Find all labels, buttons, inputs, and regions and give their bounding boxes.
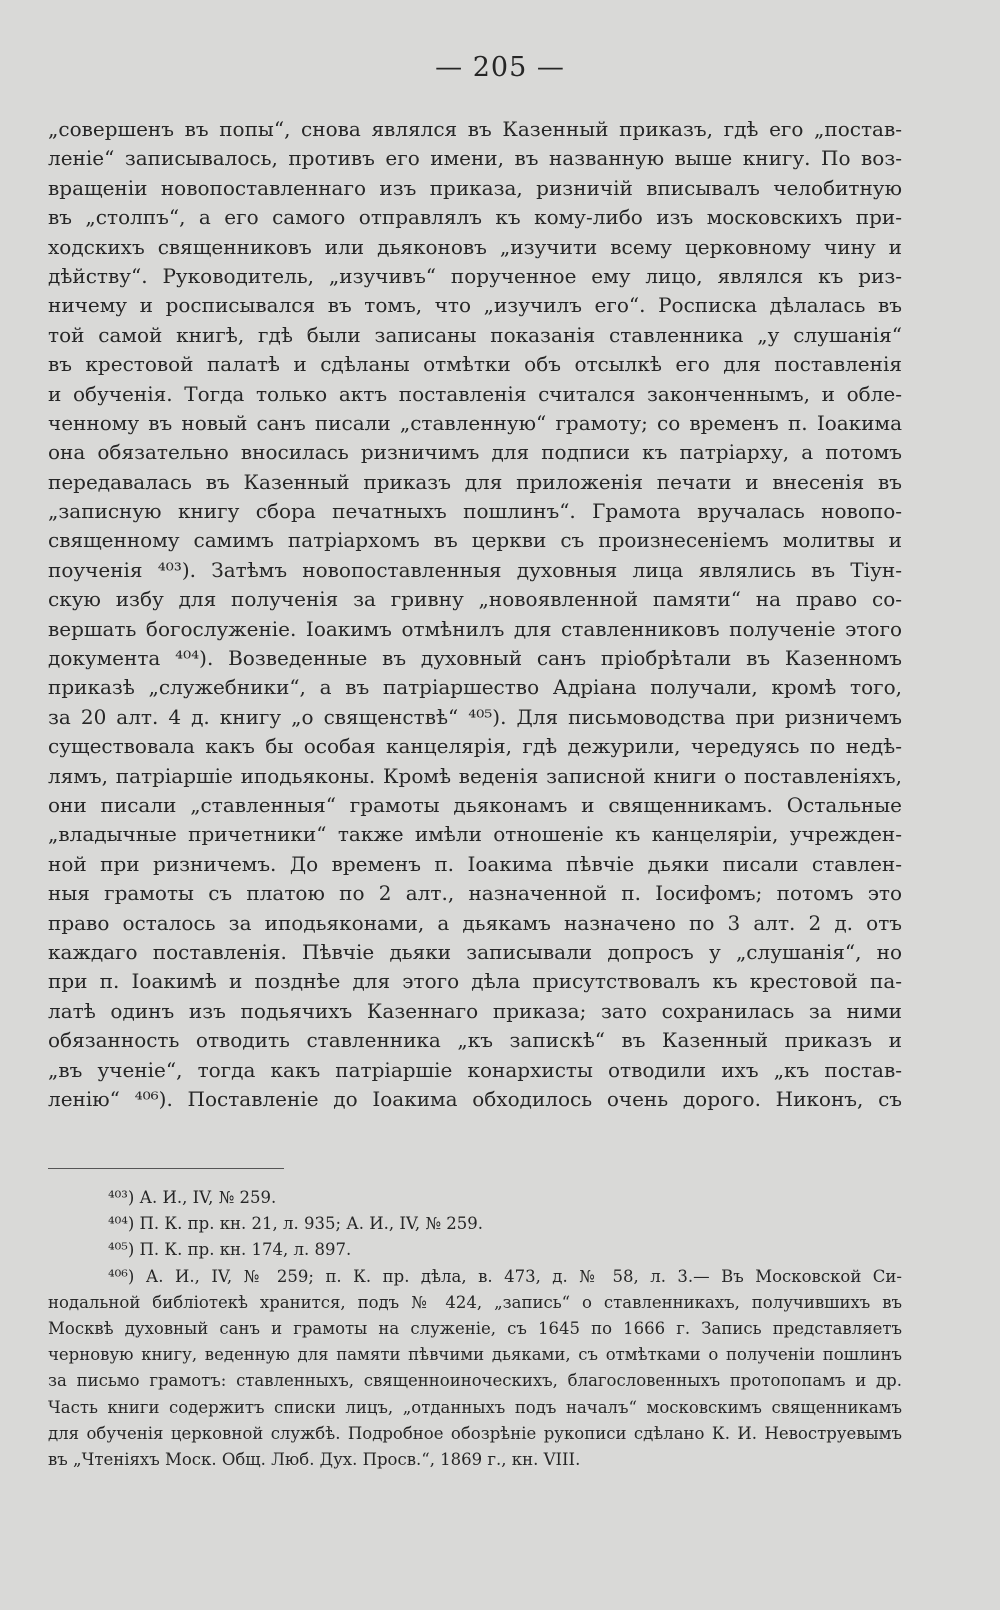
footnote: ⁴⁰⁵) П. К. пр. кн. 174, л. 897.: [108, 1240, 352, 1260]
text-line: въ крестовой палатѣ и сдѣланы отмѣтки объ отсылкѣ его для поставленія: [48, 352, 902, 377]
text-line: каждаго поставленія. Пѣвчіе дьяки записывали допросъ у „слушанія“, но: [48, 939, 902, 964]
text-line: поученія ⁴⁰³). Затѣмъ новопоставленныя духовныя лица являлись въ Тіун-: [48, 557, 902, 582]
text-line: леніе“ записывалось, противъ его имени, въ названную выше книгу. По воз-: [48, 146, 902, 171]
footnote-line: въ „Чтеніяхъ Моск. Общ. Люб. Дух. Просв.“, 1869 г., кн. VIII.: [48, 1449, 581, 1469]
text-line: обязанность отводить ставленника „къ запискѣ“ въ Казенный приказъ и: [48, 1028, 902, 1053]
text-line: той самой книгѣ, гдѣ были записаны показанія ставленника „у слушанія“: [48, 322, 902, 347]
text-line: вращеніи новопоставленнаго изъ приказа, ризничій вписывалъ челобитную: [48, 175, 902, 200]
footnote-divider: [48, 1168, 284, 1169]
main-text: [48, 115, 902, 1114]
text-line: за 20 алт. 4 д. книгу „о священствѣ“ ⁴⁰⁵). Для письмоводства при ризничемъ: [48, 704, 902, 729]
text-line: ченному въ новый санъ писали „ставленную“ грамоту; со временъ п. Іоакима: [48, 410, 902, 435]
footnote-line: черновую книгу, веденную для памяти пѣвчими дьяками, съ отмѣтками о полученіи пошлинъ: [48, 1345, 902, 1365]
text-line: приказѣ „служебники“, а въ патріаршество Адріана получали, кромѣ того,: [48, 675, 902, 700]
footnote: ⁴⁰³) А. И., IV, № 259.: [108, 1188, 277, 1207]
text-line: передавалась въ Казенный приказъ для приложенія печати и внесенія въ: [48, 469, 902, 494]
text-line: они писали „ставленныя“ грамоты дьяконамъ и священникамъ. Остальные: [48, 792, 902, 817]
text-line: ленію“ ⁴⁰⁶). Поставленіе до Іоакима обходилось очень дорого. Никонъ, съ: [48, 1086, 902, 1111]
footnote-line: Часть книги содержитъ списки лицъ, „отданныхъ подъ началъ“ московскимъ священникамъ: [48, 1397, 902, 1417]
text-line: „совершенъ въ попы“, снова являлся въ Казенный приказъ, гдѣ его „постав-: [48, 117, 902, 141]
text-line: ной при ризничемъ. До временъ п. Іоакима пѣвчіе дьяки писали ставлен-: [48, 851, 902, 876]
text-line: вершать богослуженіе. Іоакимъ отмѣнилъ для ставленниковъ полученіе этого: [48, 616, 902, 641]
text-line: скую избу для полученія за гривну „новоявленной памяти“ на право со-: [48, 587, 902, 612]
footnotes: [48, 1185, 902, 1473]
footnote-line: Москвѣ духовный санъ и грамоты на служеніе, съ 1645 по 1666 г. Запись представляетъ: [48, 1318, 902, 1338]
text-line: латѣ одинъ изъ подьячихъ Казеннаго приказа; зато сохранилась за ними: [48, 998, 902, 1023]
footnote-line: нодальной библіотекѣ хранится, подъ № 424, „запись“ о ставленникахъ, получившихъ въ: [48, 1292, 902, 1312]
footnote-line: для обученія церковной службѣ. Подробное обозрѣніе рукописи сдѣлано К. И. Невоструевымъ: [48, 1423, 902, 1443]
text-line: священному самимъ патріархомъ въ церкви съ произнесеніемъ молитвы и: [48, 528, 902, 553]
text-line: въ „столпъ“, а его самого отправлялъ къ кому-либо изъ московскихъ при-: [48, 205, 902, 230]
text-line: ныя грамоты съ платою по 2 алт., назначенной п. Іосифомъ; потомъ это: [48, 881, 902, 906]
text-line: право осталось за иподьяконами, а дьякамъ назначено по 3 алт. 2 д. отъ: [48, 910, 902, 935]
text-line: документа ⁴⁰⁴). Возведенные въ духовный санъ пріобрѣтали въ Казенномъ: [48, 646, 902, 671]
text-line: при п. Іоакимѣ и позднѣе для этого дѣла присутствовалъ къ крестовой па-: [48, 969, 902, 994]
text-line: „въ ученіе“, тогда какъ патріаршіе конархисты отводили ихъ „къ постав-: [48, 1057, 902, 1082]
text-line: ходскихъ священниковъ или дьяконовъ „изучити всему церковному чину и: [48, 234, 902, 259]
page-number: — 205 —: [435, 52, 565, 83]
text-line: дѣйству“. Руководитель, „изучивъ“ порученное ему лицо, являлся къ риз-: [48, 263, 902, 288]
text-line: лямъ, патріаршіе иподьяконы. Кромѣ веденія записной книги о поставленіяхъ,: [48, 763, 902, 788]
text-line: существовала какъ бы особая канцелярія, гдѣ дежурили, чередуясь по недѣ-: [48, 734, 902, 759]
text-line: ничему и росписывался въ томъ, что „изучилъ его“. Росписка дѣлалась въ: [48, 293, 902, 318]
footnote: ⁴⁰⁴) П. К. пр. кн. 21, л. 935; А. И., IV, № 259.: [108, 1214, 484, 1234]
text-line: „записную книгу сбора печатныхъ пошлинъ“. Грамота вручалась новопо-: [48, 499, 902, 524]
footnote-line: за письмо грамотъ: ставленныхъ, священноиноческихъ, благословенныхъ протопопамъ и др.: [48, 1371, 902, 1391]
text-line: „владычные причетники“ также имѣли отношеніе къ канцеляріи, учрежден-: [48, 822, 902, 847]
footnote: ⁴⁰⁶) А. И., IV, № 259; п. К. пр. дѣла, в. 473, д. № 58, л. 3.— Въ Московской Си-: [108, 1266, 902, 1286]
text-line: и обученія. Тогда только актъ поставленія считался законченнымъ, и обле-: [48, 381, 902, 406]
text-line: она обязательно вносилась ризничимъ для подписи къ патріарху, а потомъ: [48, 440, 902, 465]
